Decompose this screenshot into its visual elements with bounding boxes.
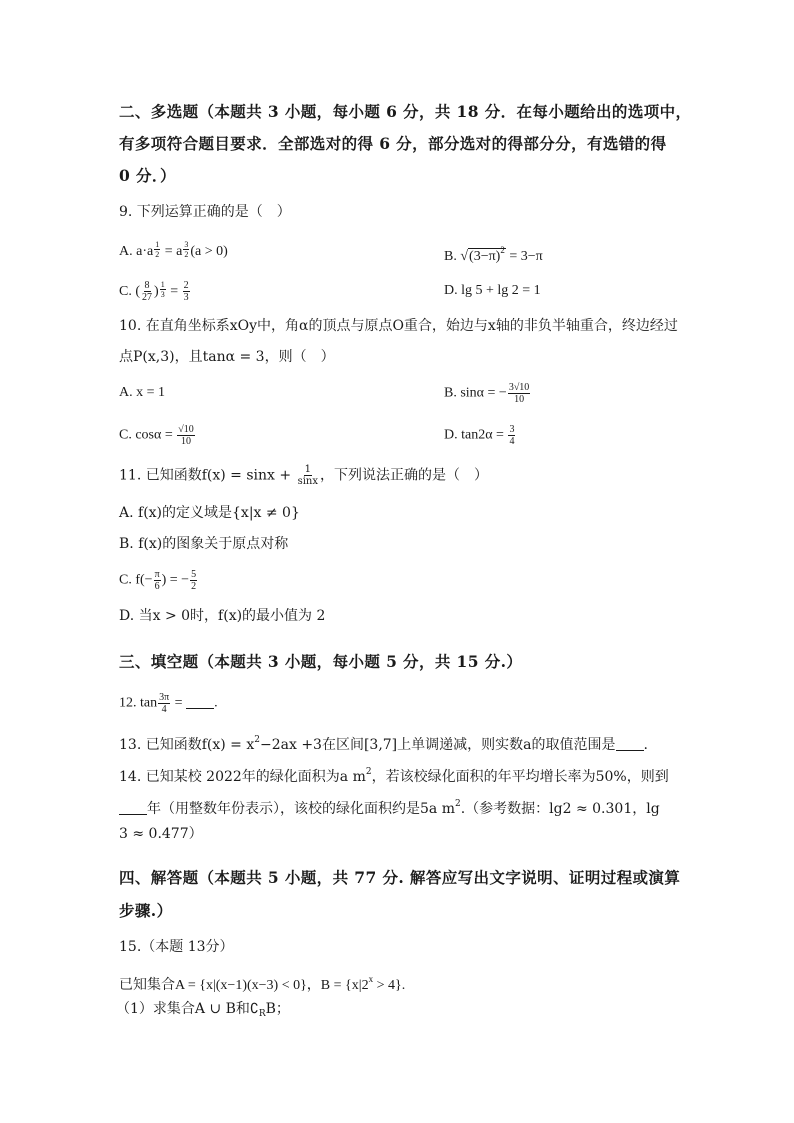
question-10-option-b: B. sinα = − $\frac{3√10}{10}$ xyxy=(444,382,530,405)
section-2-heading-line-3: 0 分．） xyxy=(119,166,176,185)
question-9-option-b: B. $√(3-\pi)^2 = 3-\pi$ xyxy=(444,245,543,264)
answer-blank xyxy=(186,695,214,709)
question-9-option-c: C. ( $\frac{8}{27}$ ) $\frac{1}{3}$ = $\frac{2}{3}$ xyxy=(119,280,189,304)
answer-blank xyxy=(119,801,147,815)
question-12: 12. tan $\frac{3\pi}{4}$ = . xyxy=(119,692,218,715)
section-4-heading-line-1: 四、解答题（本题共 5 小题，共 77 分. 解答应写出文字说明、证明过程或演算 xyxy=(119,868,681,887)
question-15-given: 已知集合A = {x|(x−1)(x−3) < 0}，$B = \{x|2^x > 4\}$. xyxy=(119,974,406,993)
question-14-line-1: 14. 已知某校 2022年的绿化面积为a $m^2$，若该校绿化面积的年平均增长率为50%，则到 xyxy=(119,767,669,785)
question-10-option-d: D. tan2α = $\frac{3}{4}$ xyxy=(444,424,515,447)
question-11-option-a: A. f(x)的定义域是{x|x ≠ 0} xyxy=(119,505,300,521)
section-4-heading-line-2: 步骤.） xyxy=(119,901,173,920)
question-10-stem-line-2: 点P(x,3)，且tanα = 3，则（ ） xyxy=(119,349,335,365)
question-13: 13. 已知函数$f(x) = x^2-2ax +3$在区间[3,7]上单调递减，则实数a的取值范围是 . xyxy=(119,735,648,753)
question-11-option-c: C. f(− $\frac{\pi}{6}$ ) = − $\frac{5}{2}$ xyxy=(119,569,197,592)
question-15-part-1: （1）求集合A ∪ B和$∁_RB$； xyxy=(116,1001,290,1019)
answer-blank xyxy=(616,737,644,751)
question-11-stem: 11. 已知函数f(x) = sinx + $\frac{1}{\sin x}$ ，下列说法正确的是（ ） xyxy=(119,464,488,487)
question-14-line-3: 3 ≈ 0.477） xyxy=(119,826,203,842)
question-10-option-a: A. x = 1 xyxy=(119,385,166,400)
section-2-heading-line-2: 有多项符合题目要求．全部选对的得 6 分，部分选对的得部分分，有选错的得 xyxy=(119,134,667,153)
question-11-option-b: B. f(x)的图象关于原点对称 xyxy=(119,536,289,552)
section-3-heading: 三、填空题（本题共 3 小题，每小题 5 分，共 15 分.） xyxy=(119,652,523,671)
question-10-option-c: C. cosα = $\frac{√10}{10}$ xyxy=(119,424,194,447)
question-14-line-2: 年（用整数年份表示），该校的绿化面积约是5a $m^2$.（参考数据：lg2 ≈ 0.301，lg xyxy=(119,794,660,819)
question-9-stem: 9. 下列运算正确的是（ ） xyxy=(119,204,291,220)
question-15-title: 15.（本题 13分） xyxy=(119,939,234,955)
question-10-stem-line-1: 10. 在直角坐标系xOy中，角α的顶点与原点O重合，始边与x轴的非负半轴重合，终边经过 xyxy=(119,318,678,334)
question-11-option-d: D. 当x > 0时，f(x)的最小值为 2 xyxy=(119,608,326,624)
question-9-option-d: D. lg 5 + lg 2 = 1 xyxy=(444,283,541,298)
question-9-option-a: A. a·a $\frac{1}{2}$ = a $\frac{3}{2}$ (a > 0) xyxy=(119,240,228,259)
section-2-heading-line-1: 二、多选题（本题共 3 小题，每小题 6 分，共 18 分．在每小题给出的选项中， xyxy=(119,102,692,121)
